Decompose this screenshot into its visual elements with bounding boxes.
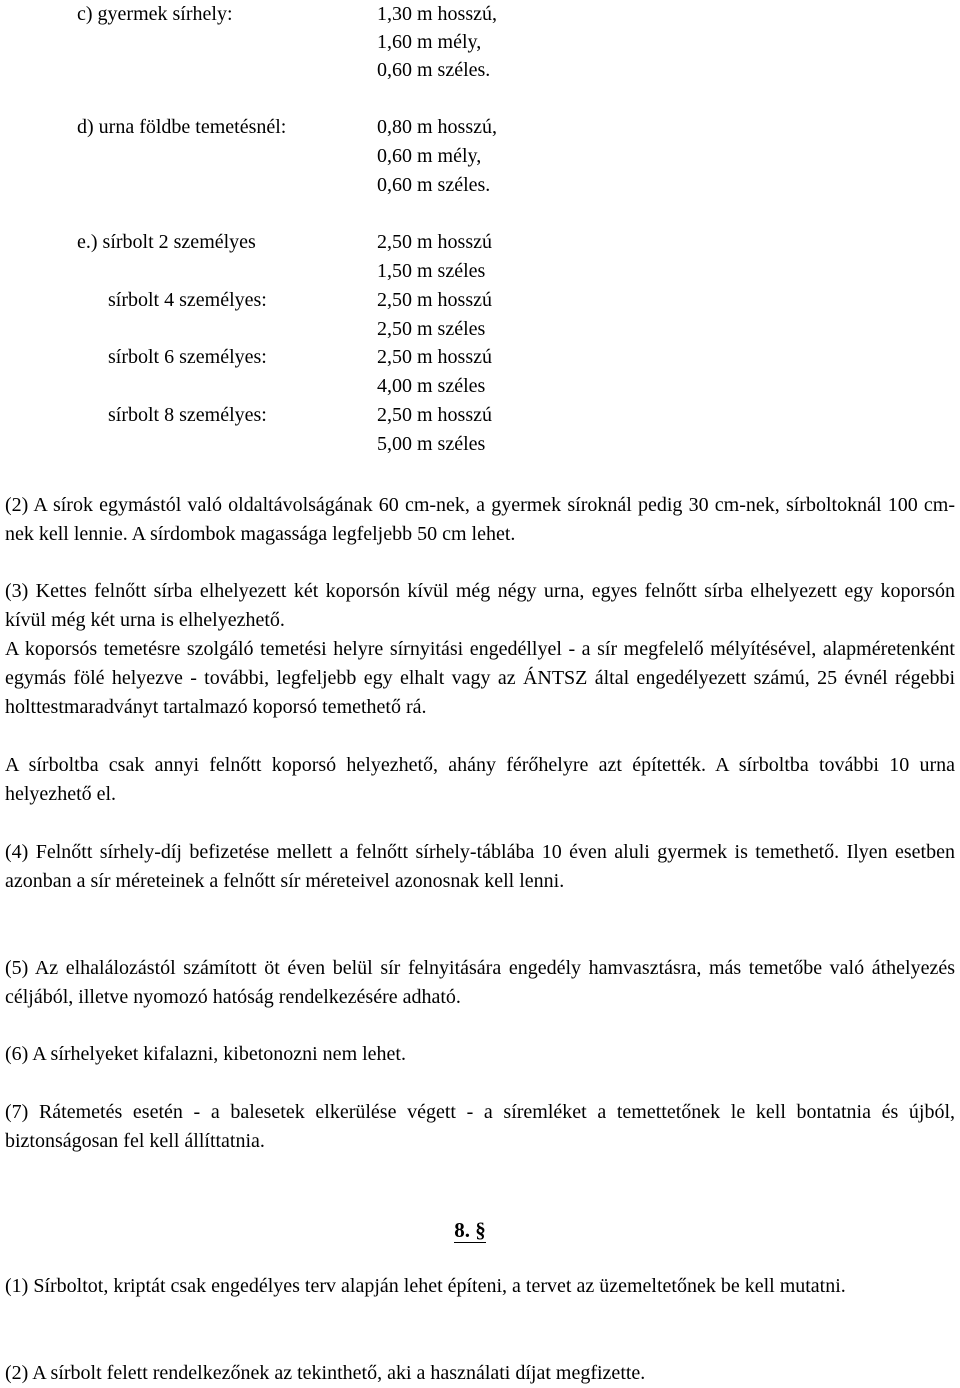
spec-row-sirbolt-4b [0,315,960,343]
paragraph-7: (7) Rátemetés esetén - a balesetek elkerülése végett - a síremléket a temettetőnek le kell bontatnia és újból, biztonságosan fel kell állíttatnia. [5,1101,955,1152]
spec-value-urna-depth: 0,60 m mély, [377,145,482,167]
paragraph-5: (5) Az elhalálozástól számított öt éven belül sír felnyitására engedély hamvasztásra, más temetőbe való áthelyezés céljából, illetve nyomozó hatóság rendelkezésére adható. [5,957,955,1008]
paragraph-2: (2) A sírok egymástól való oldaltávolságának 60 cm-nek, a gyermek síroknál pedig 30 cm-nek, sírboltoknál 100 cm-nek kell lennie. A sírdombok magassága legfeljebb 50 cm lehet. [5,494,955,545]
spec-value-gyermek-width: 0,60 m széles. [377,59,491,81]
spec-row-gyermek-3 [0,56,960,84]
spec-row-sirbolt-6 [0,343,960,371]
spec-row-sirbolt-4 [0,286,960,314]
spec-row-sirbolt-8b [0,430,960,458]
section-8-heading [0,1213,940,1247]
spec-value-sirbolt-2-width: 1,50 m széles [377,260,486,282]
spec-label-sirbolt-4: sírbolt 4 személyes: [108,289,267,311]
spec-value-gyermek-length: 1,30 m hosszú, [377,3,497,25]
spec-row-urna-2 [0,142,960,170]
paragraph-3-koporsos: A koporsós temetésre szolgáló temetési helyre sírnyitási engedéllyel - a sír megfelelő mélyítésével, alapméretenként egymás fölé helyezve - további, legfeljebb egy elhalt vagy az ÁNTSZ által engedélyezett számú, 25 évnél régebbi holttestmaradványt tartalmazó koporsó temethető rá. [5,638,955,718]
section-8-paragraph-1: (1) Sírboltot, kriptát csak engedélyes terv alapján lehet építeni, a tervet az üzemeltetőnek be kell mutatni. [5,1275,846,1297]
section-8-paragraph-2: (2) A sírbolt felett rendelkezőnek az tekinthető, aki a használati díjat megfizette. [5,1362,646,1384]
spec-value-urna-width: 0,60 m széles. [377,174,491,196]
section-8-heading-text: 8. § [454,1218,486,1242]
spec-label-gyermek: c) gyermek sírhely: [77,3,233,25]
spec-row-sirbolt-2b [0,257,960,285]
spec-row-sirbolt-6b [0,372,960,400]
spec-value-gyermek-depth: 1,60 m mély, [377,31,482,53]
spec-row-sirbolt-2 [0,228,960,256]
spec-value-sirbolt-6-width: 4,00 m széles [377,375,486,397]
paragraph-6: (6) A sírhelyeket kifalazni, kibetonozni nem lehet. [5,1043,406,1065]
paragraph-3: (3) Kettes felnőtt sírba elhelyezett két koporsón kívül még négy urna, egyes felnőtt sírba elhelyezett egy koporsón kívül még két urna is elhelyezhető. [5,580,955,631]
spec-row-urna [0,113,960,141]
spec-value-sirbolt-8-width: 5,00 m széles [377,433,486,455]
spec-value-sirbolt-4-width: 2,50 m széles [377,318,486,340]
paragraph-4: (4) Felnőtt sírhely-díj befizetése mellett a felnőtt sírhely-táblába 10 éven aluli gyermek is temethető. Ilyen esetben azonban a sír méreteinek a felnőtt sír méreteivel azonosnak kell lenni. [5,841,955,892]
spec-row-urna-3 [0,171,960,199]
spec-value-sirbolt-8-length: 2,50 m hosszú [377,404,492,426]
spec-label-sirbolt-8: sírbolt 8 személyes: [108,404,267,426]
spec-value-sirbolt-6-length: 2,50 m hosszú [377,346,492,368]
spec-value-urna-length: 0,80 m hosszú, [377,116,497,138]
spec-row-gyermek [0,0,960,28]
spec-label-sirbolt-6: sírbolt 6 személyes: [108,346,267,368]
spec-label-urna: d) urna földbe temetésnél: [77,116,287,138]
spec-row-gyermek-2 [0,28,960,56]
spec-label-sirbolt-2: e.) sírbolt 2 személyes [77,231,256,253]
spec-value-sirbolt-2-length: 2,50 m hosszú [377,231,492,253]
spec-row-sirbolt-8 [0,401,960,429]
paragraph-3-sirbolt: A sírboltba csak annyi felnőtt koporsó helyezhető, ahány férőhelyre azt építették. A sírboltba további 10 urna helyezhető el. [5,754,955,805]
spec-value-sirbolt-4-length: 2,50 m hosszú [377,289,492,311]
